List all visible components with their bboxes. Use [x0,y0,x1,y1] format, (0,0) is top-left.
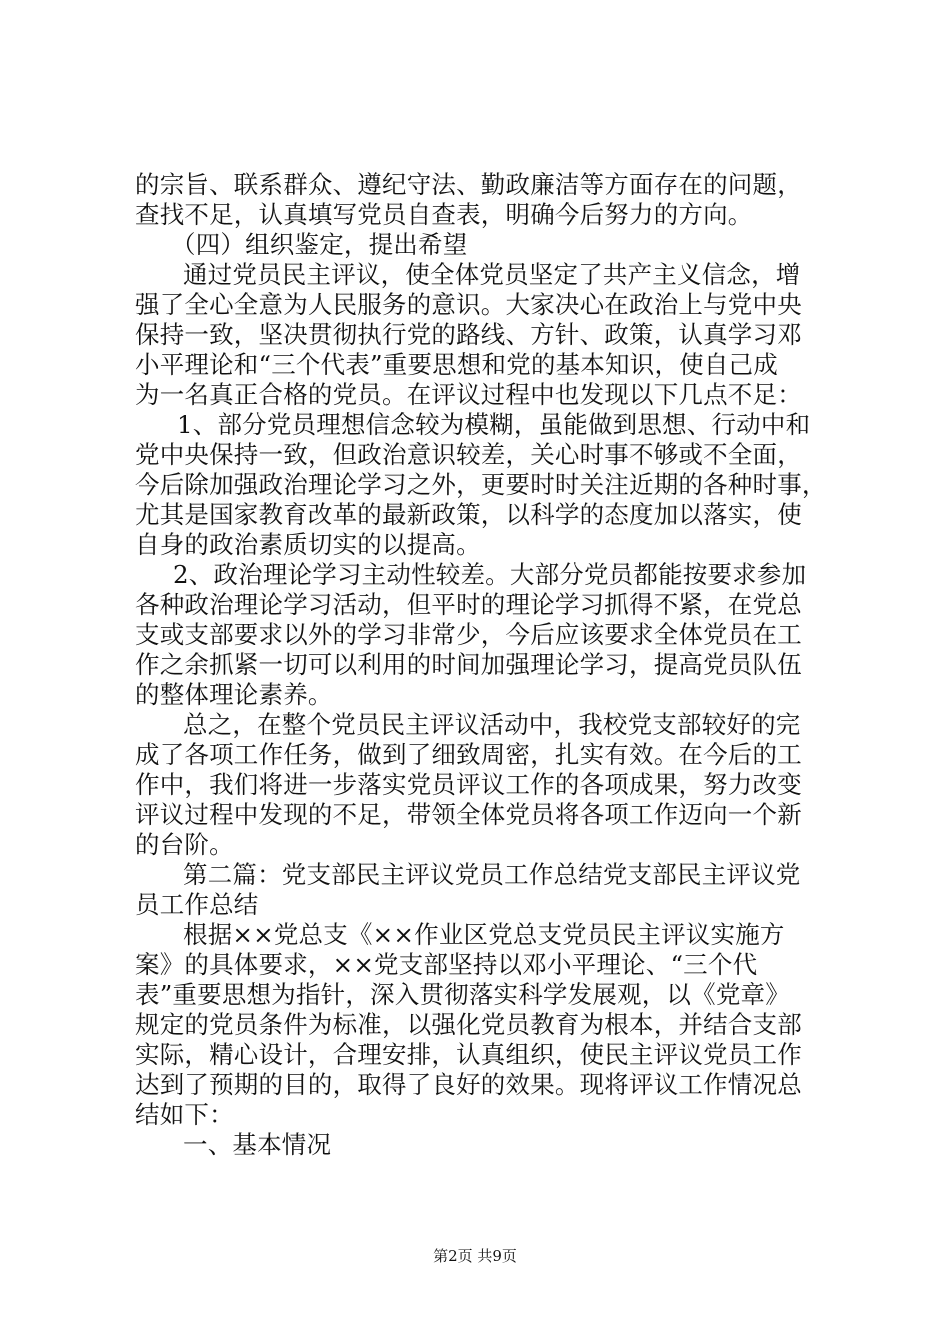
text-line: 案》的具体要求，××党支部坚持以邓小平理论、“三个代 [135,950,758,979]
text-line: 达到了预期的目的，取得了良好的效果。现将评议工作情况总 [135,1070,802,1099]
chapter-heading: 第二篇：党支部民主评议党员工作总结党支部民主评议党 [183,860,801,889]
list-item-start: 2、政治理论学习主动性较差。大部分党员都能按要求参加 [173,560,807,589]
section-heading: （四）组织鉴定，提出希望 [171,230,468,259]
text-line: 的宗旨、联系群众、遵纪守法、勤政廉洁等方面存在的问题， [135,170,802,199]
page-footer [0,1245,950,1266]
text-line: 结如下： [135,1100,234,1129]
text-line: 各种政治理论学习活动，但平时的理论学习抓得不紧，在党总 [135,590,802,619]
text-line: 自身的政治素质切实的以提高。 [135,530,481,559]
text-line: 强了全心全意为人民服务的意识。大家决心在政治上与党中央 [135,290,802,319]
text-line: 尤其是国家教育改革的最新政策，以科学的态度加以落实，使 [135,500,802,529]
text-line: 作中，我们将进一步落实党员评议工作的各项成果，努力改变 [135,770,802,799]
text-line: 为一名真正合格的党员。在评议过程中也发现以下几点不足： [135,380,802,409]
text-line: 成了各项工作任务，做到了细致周密，扎实有效。在今后的工 [135,740,802,769]
text-line: 员工作总结 [135,890,259,919]
text-line: 保持一致，坚决贯彻执行党的路线、方针、政策，认真学习邓 [135,320,802,349]
page-number: 第2页 共9页 [433,1247,517,1265]
text-line: 实际，精心设计，合理安排，认真组织，使民主评议党员工作 [135,1040,802,1069]
text-line: 今后除加强政治理论学习之外，更要时时关注近期的各种时事， [135,470,827,499]
list-item-start: 1、部分党员理想信念较为模糊，虽能做到思想、行动中和 [177,410,811,439]
text-line: 党中央保持一致，但政治意识较差，关心时事不够或不全面， [135,440,802,469]
paragraph-start: 通过党员民主评议，使全体党员坚定了共产主义信念，增 [183,260,801,289]
text-line: 的台阶。 [135,830,234,859]
text-line: 查找不足，认真填写党员自查表，明确今后努力的方向。 [135,200,753,229]
text-line: 表”重要思想为指针，深入贯彻落实科学发展观，以《党章》 [135,980,790,1009]
text-line: 支或支部要求以外的学习非常少，今后应该要求全体党员在工 [135,620,802,649]
paragraph-start: 根据××党总支《××作业区党总支党员民主评议实施方 [183,920,785,949]
text-line: 规定的党员条件为标准，以强化党员教育为根本，并结合支部 [135,1010,802,1039]
paragraph-start: 总之，在整个党员民主评议活动中，我校党支部较好的完 [183,710,801,739]
section-heading: 一、基本情况 [183,1130,332,1159]
text-line: 小平理论和“三个代表”重要思想和党的基本知识，使自己成 [135,350,778,379]
document-body [135,170,835,1160]
text-line: 的整体理论素养。 [135,680,333,709]
text-line: 作之余抓紧一切可以利用的时间加强理论学习，提高党员队伍 [135,650,802,679]
text-line: 评议过程中发现的不足，带领全体党员将各项工作迈向一个新 [135,800,802,829]
